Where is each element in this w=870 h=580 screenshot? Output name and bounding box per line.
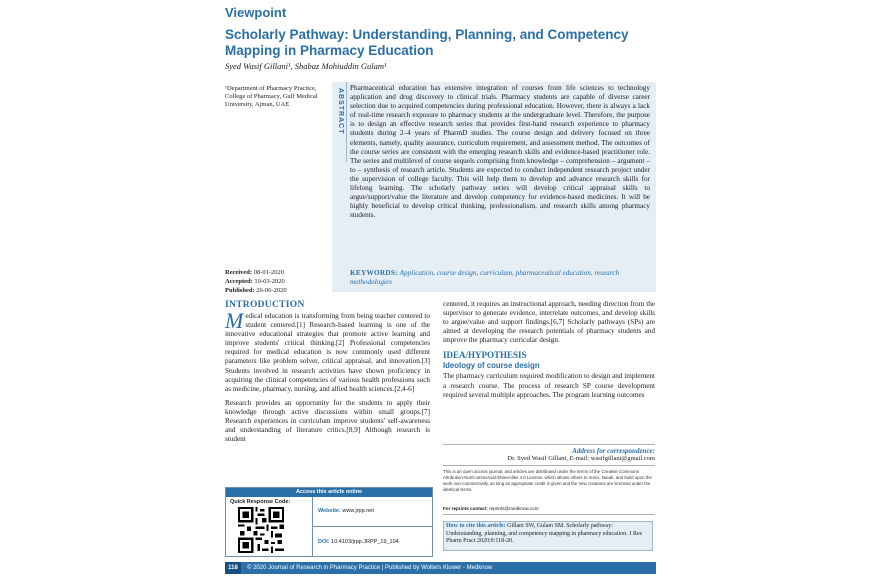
intro-paragraph-1: Medical education is transforming from being teacher centered to student centered.[1] Research-based learning is one of the innovative educational strategies that promote active learning and improve students' critical thinking.[2] Professional competencies required for medical education is now commonly used different parameters like problem solver, critical appraisal, and innovation.[3] Students involved in research activities have shown proficiency in acquiring the clinical competencies of various health professions such as medicine, pharmacy, nursing, and allied health sciences.[2,4-6]: [225, 308, 430, 393]
website-info: Website: www.jrpp.net: [318, 508, 374, 514]
correspondence-email[interactable]: Dr. Syed Wasif Gillani, E-mail: wasifgillani@gmail.com: [507, 455, 655, 462]
idea-paragraph-1: The pharmacy curriculum required modification to design and implement a research course. The process of research SP course development required several multiple approaches. The program learning outcomes: [443, 372, 655, 399]
page-footer: [225, 562, 656, 574]
article-dates: [225, 268, 325, 295]
access-divider-horizontal: [312, 526, 432, 527]
footer-text: © 2020 Journal of Research in Pharmacy Practice | Published by Wolters Kluwer - Medknow: [247, 565, 493, 571]
idea-heading: IDEA/HYPOTHESIS: [443, 350, 527, 361]
drop-cap: M: [225, 308, 244, 333]
abstract-text: Pharmaceutical education has extensive integration of courses from life sciences to technology application and drug discovery to clinical trials. Pharmacy students are capable of diverse career selection due to acquired competencies during professional education. However, there is always a lack of real-time research exposure to pharmacy students at the undergraduate level. Therefore, the purpose is to design an effective research series that provides first-hand research experience to pharmacy students during 2–4 years of PharmD studies. The course design and delivery focused on three elements, namely, quality assurance, curriculum requirement, and assessment method. The outcomes of the course series are consistent with the emerging research skills and evidence-based practitioner role. The series and multilevel of course sequels comprising from knowledge – comprehension – argument – to – synthesis of research article. Students are expected to conduct independent research project under the supervision of college faculty. This will help them to develop and advance research skills for lifelong learning. The scholarly pathway series will develop critical appraisal skills to argue/support/value the literature and develop competency for evidence-based medicines. It will be highly beneficial to develop critical thinking, professionalism, and research skills among pharmacy students.: [350, 84, 650, 220]
citation-box: [443, 521, 653, 551]
received-date: Received: 08-01-2020: [225, 269, 285, 276]
keywords-list: Application, course design, curriculum, pharmaceutical education, research methodologies: [350, 269, 620, 286]
article-title: Scholarly Pathway: Understanding, Planning, and Competency Mapping in Pharmacy Education: [225, 27, 629, 58]
access-header: Access this article online: [226, 488, 432, 497]
introduction-heading: INTRODUCTION: [225, 300, 305, 310]
doi-link[interactable]: 10.4103/jrpp.JRPP_19_104: [331, 539, 399, 545]
citation-label: How to cite this article:: [446, 523, 506, 529]
website-link[interactable]: www.jrpp.net: [342, 508, 374, 514]
accepted-date: Accepted: 10-03-2020: [225, 278, 285, 285]
keywords: [350, 269, 650, 287]
doi-info: DOI: 10.4103/jrpp.JRPP_19_104: [318, 539, 399, 545]
reprints-contact: For reprints contact: reprints@medknow.com: [443, 506, 655, 515]
right-column: [443, 300, 655, 405]
qr-code-icon[interactable]: [238, 507, 284, 553]
affiliation: ¹Department of Pharmacy Practice, College of Pharmacy, Gulf Medical University, Ajman, UAE: [225, 85, 318, 108]
access-online-box: [225, 487, 433, 557]
qr-label: Quick Response Code:: [230, 499, 291, 505]
citation-text: Gillani SW, Gulam SM. Scholarly pathway: Understanding, planning, and competency mapping in pharmacy education. J Res Pharm Pract 2020;9:118-20.: [446, 523, 642, 545]
left-column: [225, 300, 430, 449]
author-list: Syed Wasif Gillani¹, Shabaz Mohiuddin Gulam¹: [225, 61, 387, 71]
correspondence-box: [443, 444, 655, 466]
license-text: This is an open access journal, and articles are distributed under the terms of the Creative Commons Attribution-NonCommercial-ShareAlike 4.0 License, which allows others to remix, tweak, and build upon the work non-commercially, as long as appropriate credit is given and the new creations are licensed under the identical terms.: [443, 469, 652, 492]
intro-paragraph-2: Research provides an opportunity for the students to apply their knowledge through active discussions within small groups.[7] Research experiences in curriculum improve students' self-awareness and understanding of literature critics.[8,9] Although research is student: [225, 398, 430, 444]
correspondence-title: Address for correspondence:: [572, 447, 655, 455]
section-tag: Viewpoint: [225, 5, 287, 20]
abstract-label: ABSTRACT: [337, 88, 344, 135]
reprints-email[interactable]: reprints@medknow.com: [489, 506, 539, 511]
published-date: Published: 26-06-2020: [225, 287, 287, 294]
idea-subheading: Ideology of course design: [443, 361, 540, 371]
keywords-label: KEYWORDS:: [350, 269, 398, 277]
page-number: 118: [225, 562, 241, 574]
intro-paragraph-3: centered, it requires an instructional approach, needing direction from the supervisor to generate evidence, interrelate outcomes, and develop skills to argue/value and support findings.[6,7] Scholarly pathways (SPs) are aimed at developing the research potentials of pharmacy students and improve the pharmacy curricular design.: [443, 300, 655, 345]
